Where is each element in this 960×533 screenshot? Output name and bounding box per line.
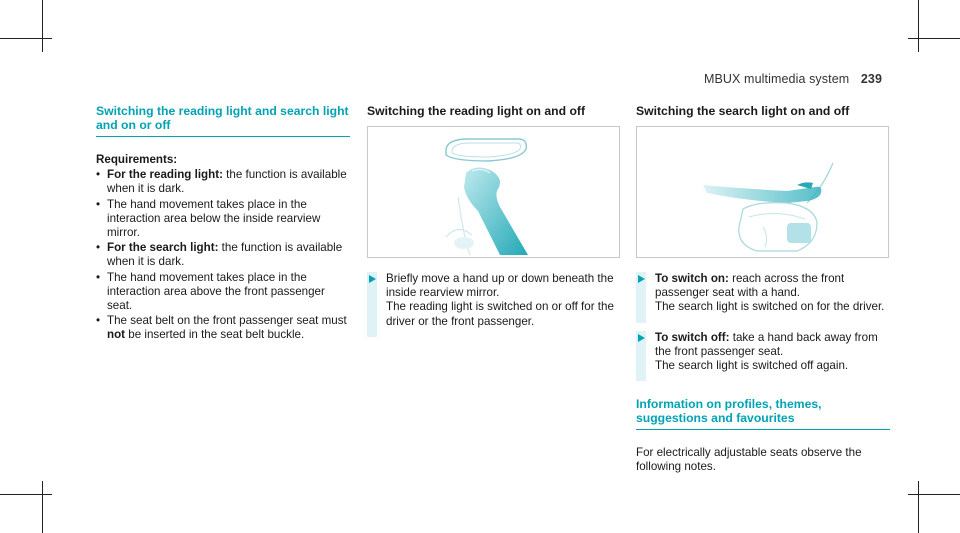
step-result: The reading light is switched on or off for the driver or the front passenger. bbox=[386, 300, 614, 328]
crop-mark bbox=[0, 494, 52, 495]
crop-mark bbox=[42, 481, 43, 533]
list-item: • The hand movement takes place in the interaction area below the inside rearview mirror. bbox=[96, 198, 350, 241]
mirror-hand-illustration bbox=[368, 127, 619, 257]
column-reading-light bbox=[367, 104, 620, 341]
step-text: To switch off: take a hand back away from the front passenger seat. bbox=[655, 330, 878, 358]
crop-mark bbox=[908, 494, 960, 495]
instruction-step bbox=[636, 331, 890, 374]
crop-mark bbox=[918, 0, 919, 52]
requirements-label: Requirements: bbox=[96, 153, 178, 166]
section-name: MBUX multimedia system bbox=[703, 72, 850, 86]
section-title: Switching the reading light and search light and on or off bbox=[96, 104, 350, 137]
info-text: For electrically adjustable seats observe the following notes. bbox=[636, 446, 862, 474]
arrow-right-icon bbox=[367, 274, 377, 284]
arrow-right-icon bbox=[636, 333, 646, 343]
list-item: • The seat belt on the front passenger seat must not be inserted in the seat belt buckle. bbox=[96, 314, 350, 342]
reading-light-illustration bbox=[367, 126, 620, 258]
search-light-illustration bbox=[636, 126, 889, 258]
crop-mark bbox=[918, 481, 919, 533]
page-number: 239 bbox=[860, 72, 882, 86]
list-item: • For the search light: the function is available when it is dark. bbox=[96, 241, 350, 269]
arrow-right-icon bbox=[636, 274, 646, 284]
crop-mark bbox=[42, 0, 43, 52]
step-result: The search light is switched off again. bbox=[655, 359, 849, 373]
list-item: • The hand movement takes place in the interaction area above the front passenger seat. bbox=[96, 271, 350, 314]
info-section-title: Information on profiles, themes, suggestions and favourites bbox=[636, 397, 890, 430]
section-title: Switching the reading light on and off bbox=[367, 104, 586, 118]
page-header bbox=[704, 72, 882, 86]
column-search-light bbox=[636, 104, 890, 475]
seat-hand-illustration bbox=[637, 127, 888, 257]
column-requirements bbox=[96, 104, 350, 344]
step-text: Briefly move a hand up or down beneath the inside rearview mirror. bbox=[386, 272, 614, 300]
crop-mark bbox=[0, 38, 52, 39]
step-text: To switch on: reach across the front passenger seat with a hand. bbox=[655, 272, 845, 300]
step-result: The search light is switched on for the driver. bbox=[655, 300, 885, 314]
list-item: • For the reading light: the function is available when it is dark. bbox=[96, 168, 350, 196]
instruction-step bbox=[636, 272, 890, 315]
crop-mark bbox=[908, 38, 960, 39]
requirements-list bbox=[96, 168, 350, 342]
section-title: Switching the search light on and off bbox=[636, 104, 850, 118]
instruction-step bbox=[367, 272, 620, 329]
